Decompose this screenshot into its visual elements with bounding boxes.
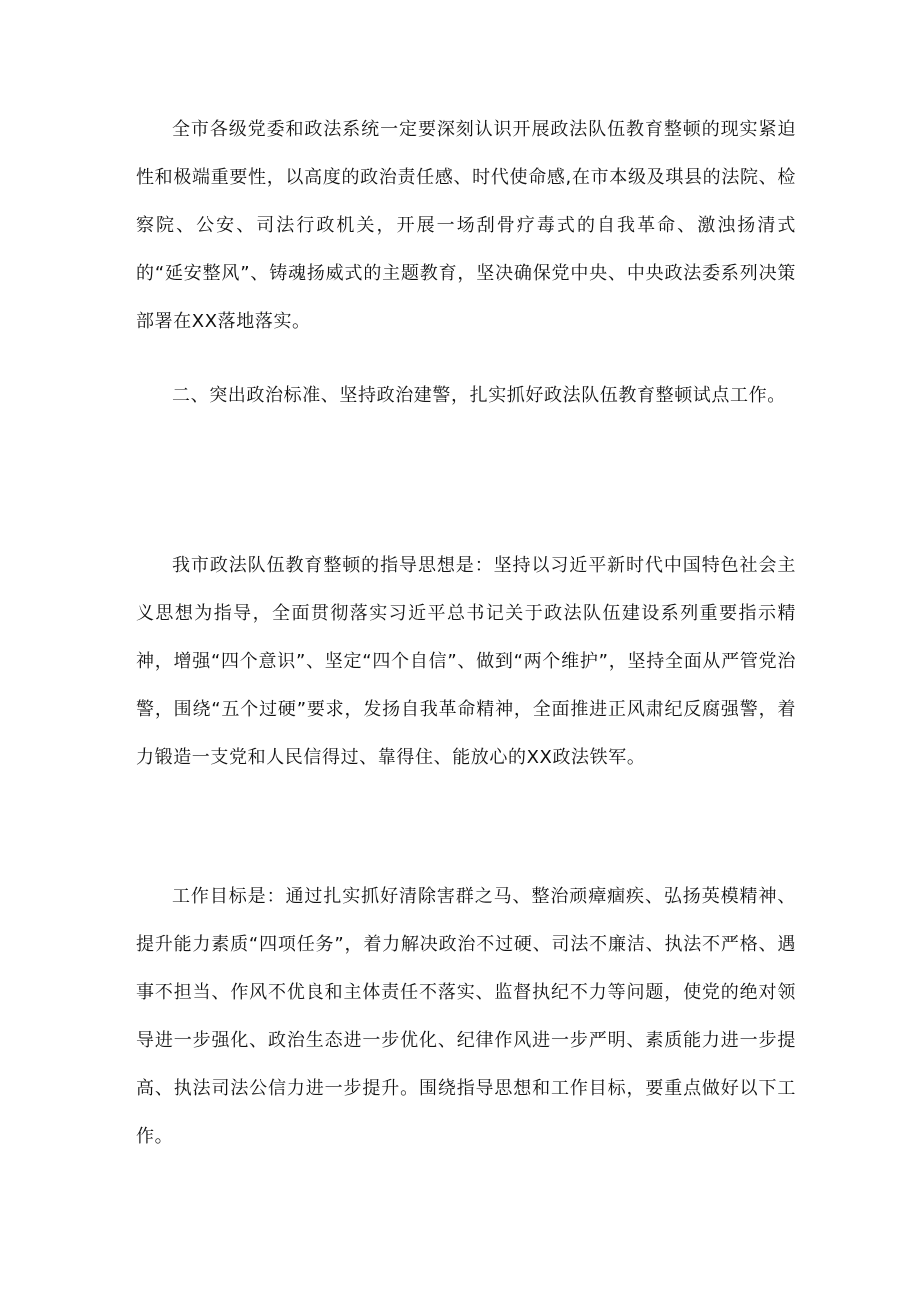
- paragraph-work-goals: 工作目标是：通过扎实抓好清除害群之马、整治顽瘴痼疾、弘扬英模精神、提升能力素质“四项任务”，着力解决政治不过硬、司法不廉洁、执法不严格、遇事不担当、作风不优良和主体责任不落实、监督执纪不力等问题，使党的绝对领导进一步强化、政治生态进一步优化、纪律作风进一步严明、素质能力进一步提高、执法司法公信力进一步提升。围绕指导思想和工作目标，要重点做好以下工作。: [136, 886, 796, 1147]
- paragraph-guiding-ideology: 我市政法队伍教育整顿的指导思想是：坚持以习近平新时代中国特色社会主义思想为指导，全面贯彻落实习近平总书记关于政法队伍建设系列重要指示精神，增强“四个意识”、坚定“四个自信”、做到“两个维护”，坚持全面从严管党治警，围绕“五个过硬”要求，发扬自我革命精神，全面推进正风肃纪反腐强警，着力锻造一支党和人民信得过、靠得住、能放心的XX政法铁军。: [136, 555, 796, 768]
- paragraph-responsibility: 全市各级党委和政法系统一定要深刻认识开展政法队伍教育整顿的现实紧迫性和极端重要性，以高度的政治责任感、时代使命感,在市本级及琪县的法院、检察院、公安、司法行政机关，开展一场刮骨疗毒式的自我革命、激浊扬清式的“延安整风”、铸魂扬威式的主题教育，坚决确保党中央、中央政法委系列决策部署在XX落地落实。: [136, 119, 796, 332]
- section-heading-two: 二、突出政治标准、坚持政治建警，扎实抓好政法队伍教育整顿试点工作。: [172, 385, 786, 406]
